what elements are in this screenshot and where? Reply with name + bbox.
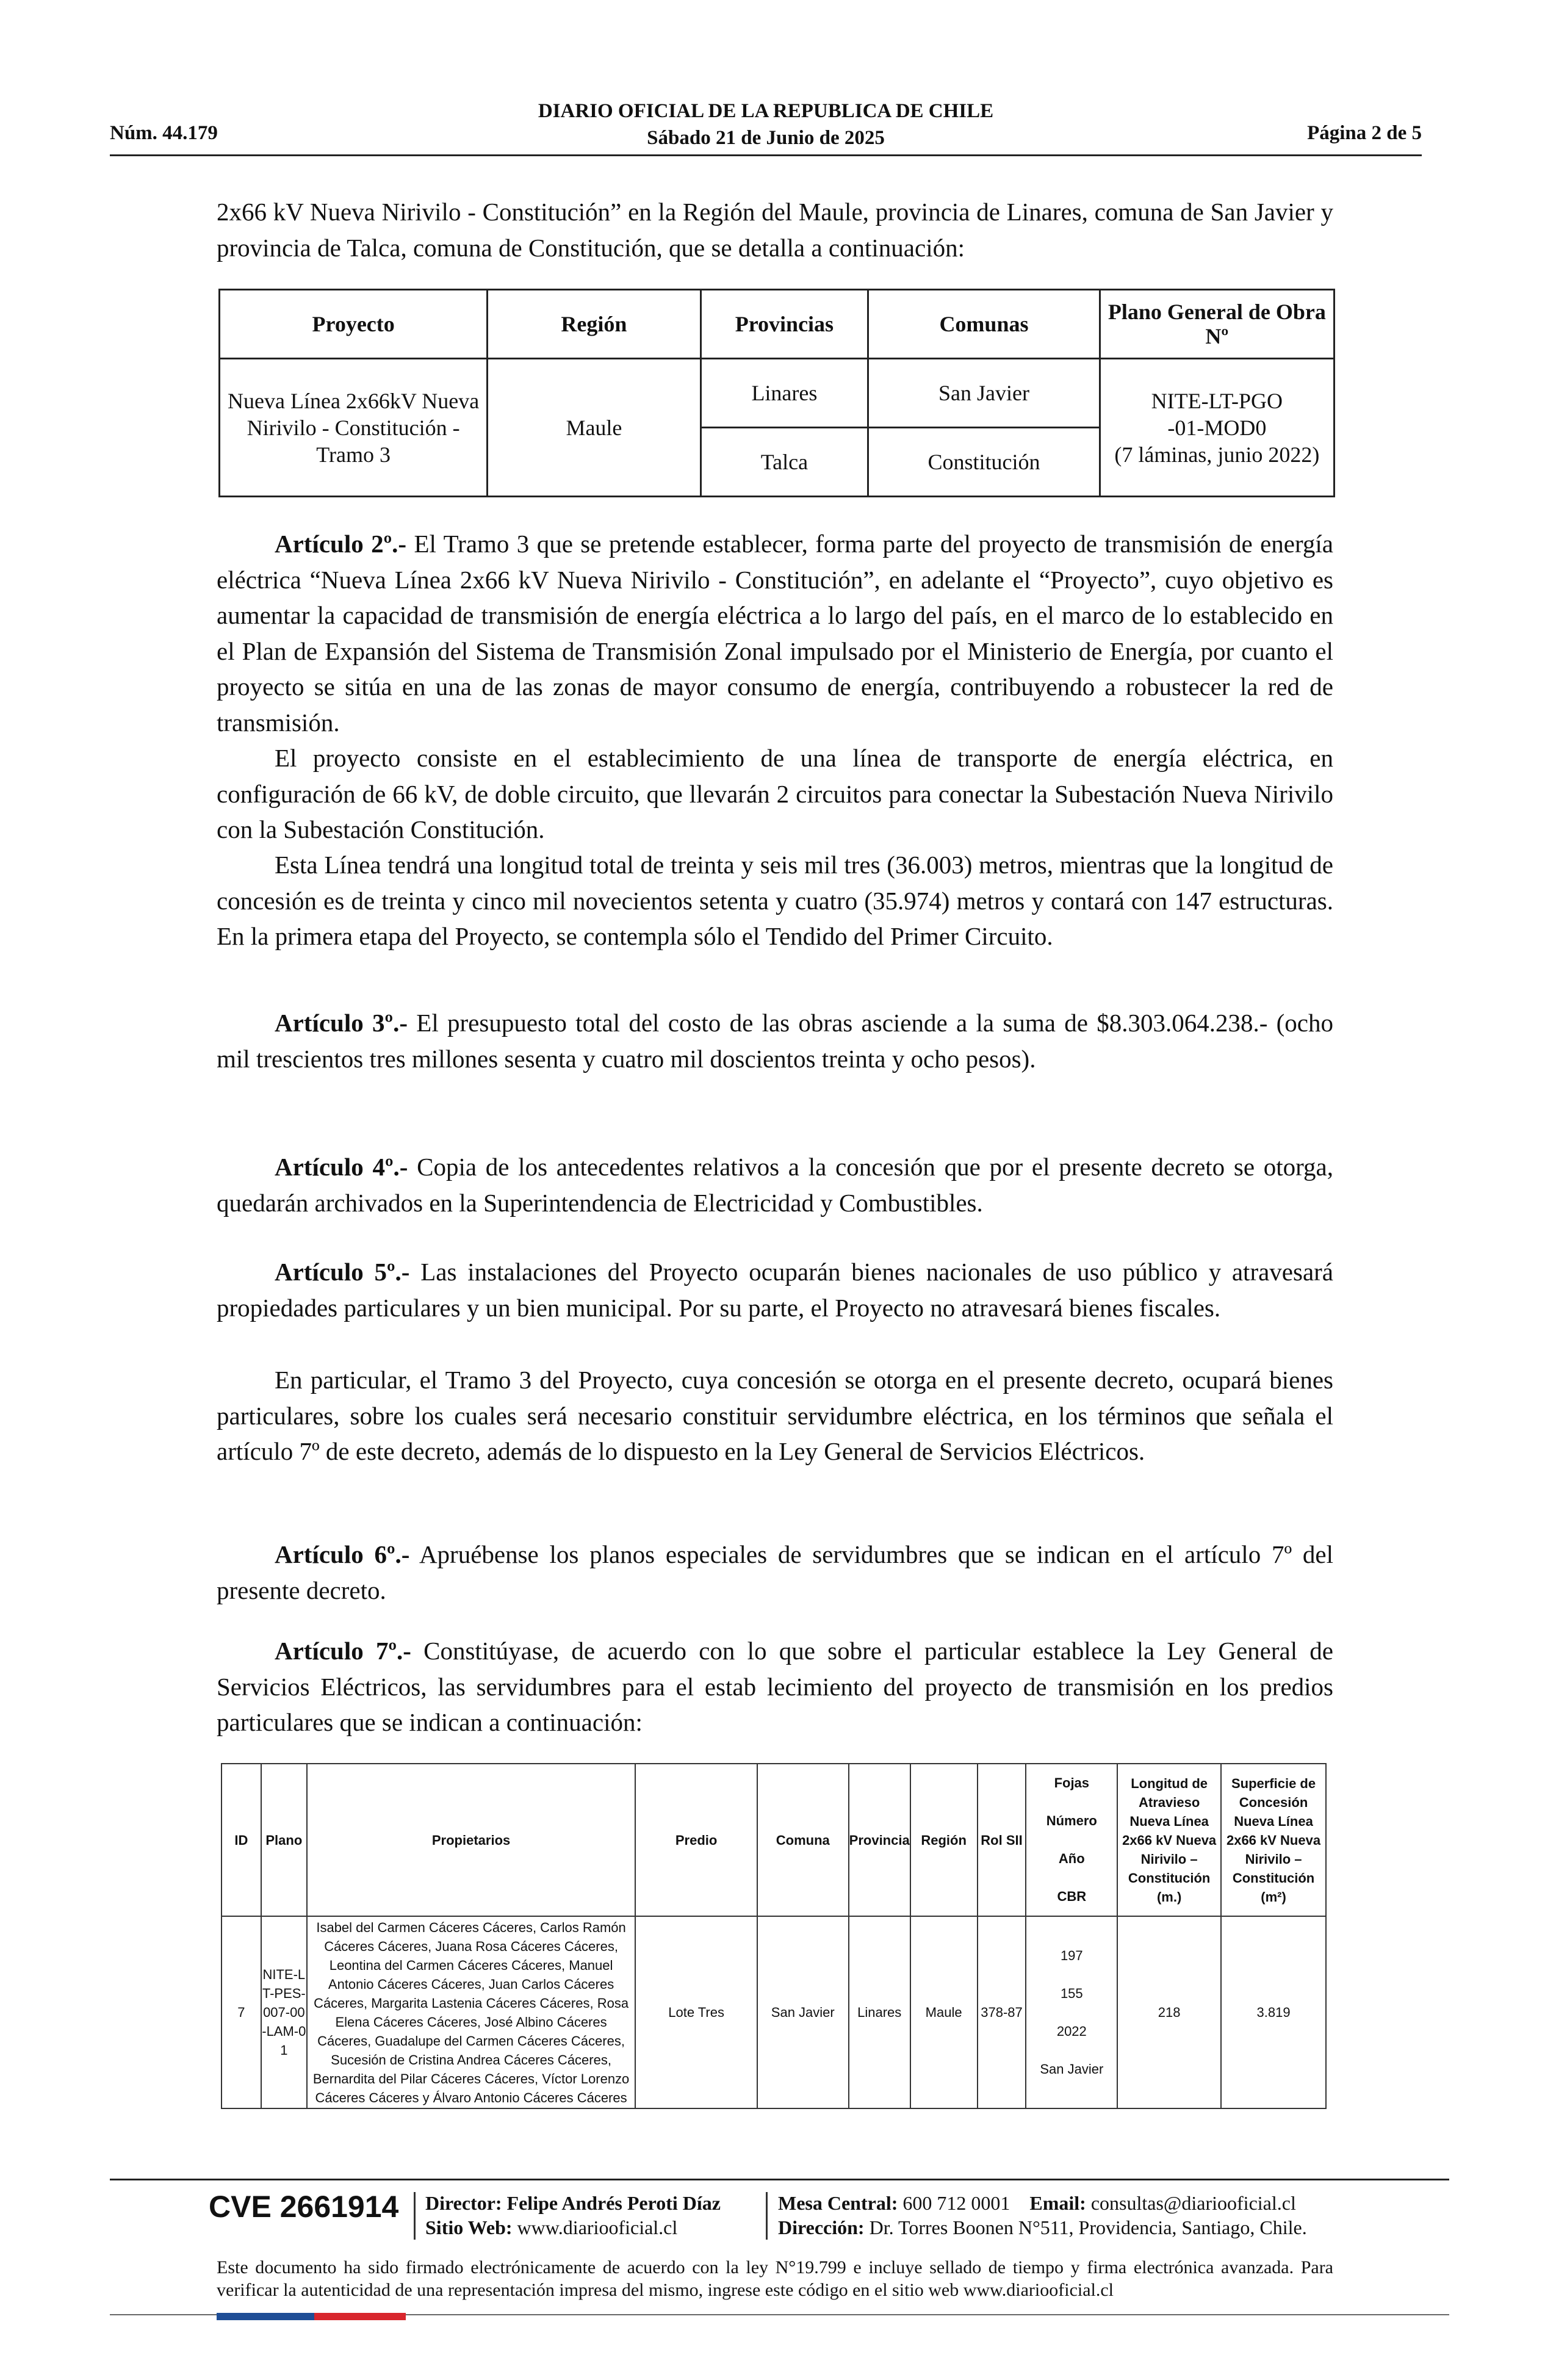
director-label: Director: <box>425 2192 502 2214</box>
provincia-cell: Linares <box>701 359 868 428</box>
intro-paragraph: 2x66 kV Nueva Nirivilo - Constitución” en la Región del Maule, provincia de Linares, comuna de San Javier y provincia de Talca, comuna de Constitución, que se detalla a continuación: <box>217 198 1333 262</box>
provincia-cell: Talca <box>701 428 868 497</box>
row-propietarios: Isabel del Carmen Cáceres Cáceres, Carlos Ramón Cáceres Cáceres, Juana Rosa Cáceres Cáceres, Leontina del Carmen Cáceres Cáceres, Manuel Antonio Cáceres Cáceres, Juan Carlos Cáceres Cáceres, Margarita Lastenia Cáceres Cáceres, Rosa Elena Cáceres Cáceres, José Albino Cáceres Cáceres, Guadalupe del Carmen Cáceres Cáceres, Sucesión de Cristina Andrea Cáceres Cáceres, Bernardita del Pilar Cáceres Cáceres, Víctor Lorenzo Cáceres Cáceres y Álvaro Antonio Cáceres Cáceres <box>307 1916 636 2108</box>
article-7 <box>217 1633 1333 1740</box>
director-name: Felipe Andrés Peroti Díaz <box>506 2192 721 2214</box>
article-2 <box>217 526 1333 740</box>
article-label: Artículo 6º.- <box>275 1540 410 1568</box>
anio-value: 2022 <box>1056 2023 1087 2039</box>
page-header <box>110 98 1422 156</box>
flag-stripe-blue <box>217 2313 314 2320</box>
row-comuna: San Javier <box>757 1916 849 2108</box>
plano-line: NITE-LT-PGO <box>1151 388 1283 413</box>
plano-line: -01-MOD0 <box>1167 415 1267 440</box>
article-label: Artículo 3º.- <box>275 1009 408 1037</box>
region-cell: Maule <box>488 359 701 497</box>
contact-line <box>778 2191 1307 2215</box>
article-text: El presupuesto total del costo de las obras asciende a la suma de $8.303.064.238.- (ocho mil trescientos tres millones sesenta y cuatro mil doscientos treinta y ocho pesos). <box>217 1009 1334 1073</box>
col-header-id: ID <box>222 1764 261 1916</box>
numero-label: Número <box>1046 1813 1097 1828</box>
mesa-phone: 600 712 0001 <box>902 2192 1010 2214</box>
row-plano: NITE-LT-PES-007-00-LAM-01 <box>261 1916 307 2108</box>
article-label: Artículo 2º.- <box>275 530 407 558</box>
article-text: Apruébense los planos especiales de servidumbres que se indican en el artículo 7º del presente decreto. <box>217 1540 1333 1604</box>
col-header-provincias: Provincias <box>701 290 868 359</box>
row-superficie: 3.819 <box>1221 1916 1326 2108</box>
col-header-rol: Rol SII <box>978 1764 1026 1916</box>
project-name-cell: Nueva Línea 2x66kV Nueva Nirivilo - Constitución -Tramo 3 <box>220 359 488 497</box>
cbr-label: CBR <box>1057 1889 1087 1904</box>
director-line <box>425 2191 721 2215</box>
servidumbres-table <box>221 1763 1327 2109</box>
plano-line: (7 láminas, junio 2022) <box>1114 442 1320 467</box>
comuna-cell: Constitución <box>868 428 1100 497</box>
row-predio: Lote Tres <box>635 1916 757 2108</box>
col-header-comunas: Comunas <box>868 290 1100 359</box>
col-header-fojas <box>1026 1764 1117 1916</box>
article-3 <box>217 1005 1333 1076</box>
website-link[interactable]: www.diariooficial.cl <box>517 2216 678 2238</box>
row-region: Maule <box>910 1916 978 2108</box>
email-label: Email: <box>1029 2192 1086 2214</box>
cve-code: CVE 2661914 <box>209 2190 399 2224</box>
email-link[interactable]: consultas@diariooficial.cl <box>1090 2192 1296 2214</box>
footer-separator <box>414 2192 416 2240</box>
anio-label: Año <box>1058 1851 1085 1866</box>
article-label: Artículo 7º.- <box>275 1637 411 1665</box>
article-6 <box>217 1537 1333 1608</box>
cbr-value: San Javier <box>1040 2061 1104 2077</box>
article-label: Artículo 5º.- <box>275 1258 410 1286</box>
numero-value: 155 <box>1060 1985 1083 2001</box>
col-header-provincia: Provincia <box>849 1764 910 1916</box>
signature-note: Este documento ha sido firmado electrónicamente de acuerdo con la ley N°19.799 e incluye sellado de tiempo y firma electrónica avanzada. Para verificar la autenticidad de una representación impresa del mismo, ingrese este código en el sitio web www.diariooficial.cl <box>217 2257 1333 2300</box>
row-longitud: 218 <box>1117 1916 1221 2108</box>
row-rol: 378-87 <box>978 1916 1026 2108</box>
row-id: 7 <box>222 1916 261 2108</box>
col-header-superficie: Superficie de Concesión Nueva Línea 2x66 kV Nueva Nirivilo – Constitución (m²) <box>1221 1764 1326 1916</box>
col-header-plano: Plano <box>261 1764 307 1916</box>
article-label: Artículo 4º.- <box>275 1153 408 1181</box>
website-label: Sitio Web: <box>425 2216 513 2238</box>
website-line <box>425 2215 721 2240</box>
col-header-propietarios: Propietarios <box>307 1764 636 1916</box>
header-center <box>110 98 1422 151</box>
flag-stripe-red <box>314 2313 406 2320</box>
publication-title: DIARIO OFICIAL DE LA REPUBLICA DE CHILE <box>538 100 994 122</box>
comuna-cell: San Javier <box>868 359 1100 428</box>
mesa-label: Mesa Central: <box>778 2192 898 2214</box>
col-header-longitud: Longitud de Atravieso Nueva Línea 2x66 kV Nueva Nirivilo – Constitución (m.) <box>1117 1764 1221 1916</box>
footer-director-block <box>425 2191 721 2240</box>
footer-separator <box>766 2192 768 2240</box>
article-5-paragraph-2: En particular, el Tramo 3 del Proyecto, cuya concesión se otorga en el presente decreto, ocupará bienes particulares, sobre los cuales será necesario constituir servidumbre eléctrica, en los términos que señala el artículo 7º de este decreto, además de lo dispuesto en la Ley General de Servicios Eléctricos. <box>217 1366 1333 1465</box>
footer-contact-block <box>778 2191 1307 2240</box>
fojas-label: Fojas <box>1054 1775 1090 1790</box>
article-text: Constitúyase, de acuerdo con lo que sobre el particular establece la Ley General de Servicios Eléctricos, las servidumbres para el estab lecimiento del proyecto de transmisión en los predios particulares que se indican a continuación: <box>217 1637 1333 1736</box>
address-value: Dr. Torres Boonen N°511, Providencia, Santiago, Chile. <box>869 2216 1307 2238</box>
page-number: Página 2 de 5 <box>1307 122 1422 144</box>
footer-divider <box>110 2179 1449 2180</box>
row-provincia: Linares <box>849 1916 910 2108</box>
col-header-proyecto: Proyecto <box>220 290 488 359</box>
col-header-region: Región <box>910 1764 978 1916</box>
plano-cell <box>1100 359 1334 497</box>
project-table <box>218 289 1335 497</box>
row-fojas <box>1026 1916 1117 2108</box>
issue-number: Núm. 44.179 <box>110 122 218 144</box>
publication-date: Sábado 21 de Junio de 2025 <box>647 127 885 149</box>
col-header-comuna: Comuna <box>757 1764 849 1916</box>
article-text: Copia de los antecedentes relativos a la concesión que por el presente decreto se otorga, quedarán archivados en la Superintendencia de Electricidad y Combustibles. <box>217 1153 1334 1217</box>
article-4 <box>217 1149 1333 1221</box>
col-header-region: Región <box>488 290 701 359</box>
article-text: El Tramo 3 que se pretende establecer, forma parte del proyecto de transmisión de energía eléctrica “Nueva Línea 2x66 kV Nueva Nirivilo - Constitución”, en adelante el “Proyecto”, cuyo objetivo es aumentar la capacidad de transmisión de energía eléctrica a lo largo del país, en el marco de lo establecido en el Plan de Expansión del Sistema de Transmisión Zonal impulsado por el Ministerio de Energía, por cuanto el proyecto se sitúa en una de las zonas de mayor consumo de energía, contribuyendo a robustecer la red de transmisión. <box>217 530 1333 737</box>
col-header-plano: Plano General de Obra Nº <box>1100 290 1334 359</box>
address-label: Dirección: <box>778 2216 865 2238</box>
fojas-value: 197 <box>1060 1947 1083 1963</box>
article-2-paragraph-2: El proyecto consiste en el establecimiento de una línea de transporte de energía eléctrica, en configuración de 66 kV, de doble circuito, que llevarán 2 circuitos para conectar la Subestación Nueva Nirivilo con la Subestación Constitución. <box>217 744 1333 843</box>
article-text: Las instalaciones del Proyecto ocuparán bienes nacionales de uso público y atravesará propiedades particulares y un bien municipal. Por su parte, el Proyecto no atravesará bienes fiscales. <box>217 1258 1334 1322</box>
article-5 <box>217 1254 1333 1325</box>
address-line <box>778 2215 1307 2240</box>
col-header-predio: Predio <box>635 1764 757 1916</box>
article-2-paragraph-3: Esta Línea tendrá una longitud total de treinta y seis mil tres (36.003) metros, mientras que la longitud de concesión es de treinta y cinco mil novecientos setenta y cuatro (35.974) metros y contará con 147 estructuras. En la primera etapa del Proyecto, se contempla sólo el Tendido del Primer Circuito. <box>217 851 1333 950</box>
